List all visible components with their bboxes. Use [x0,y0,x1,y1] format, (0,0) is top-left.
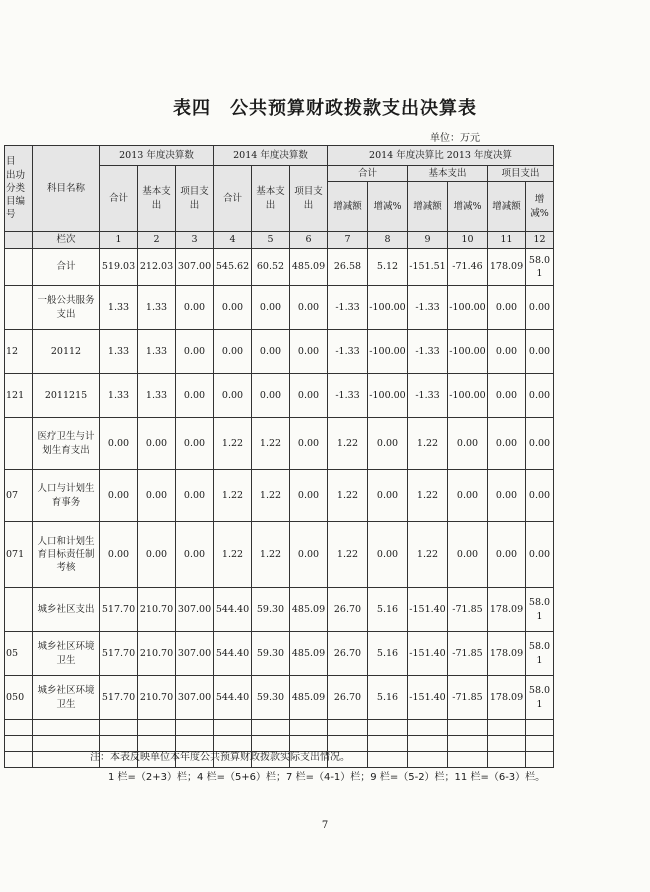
subject-name-cell: 合计 [33,249,100,286]
value-cell: 519.03 [100,249,138,286]
value-cell: -71.46 [448,249,488,286]
value-cell: 1.22 [408,522,448,588]
column-number: 2 [138,232,176,249]
value-cell: 178.09 [488,249,526,286]
value-cell: 485.09 [290,632,328,676]
subject-name-cell: 20112 [33,330,100,374]
header-2014-total: 合计 [214,166,252,232]
header-2014: 2014 年度决算数 [214,146,328,166]
header-inc-pct: 增减% [448,182,488,232]
value-cell: -151.40 [408,676,448,720]
code-cell: 050 [5,676,33,720]
value-cell: -1.33 [408,286,448,330]
value-cell: 1.22 [408,470,448,522]
value-cell: 0.00 [100,470,138,522]
column-number: 8 [368,232,408,249]
header-cmp-total: 合计 [328,166,408,182]
value-cell: 0.00 [488,470,526,522]
value-cell: 0.00 [290,470,328,522]
value-cell: 1.33 [100,330,138,374]
empty-row [5,720,554,736]
value-cell: 26.58 [328,249,368,286]
column-number: 10 [448,232,488,249]
value-cell: 212.03 [138,249,176,286]
value-cell: 1.22 [214,522,252,588]
value-cell: 307.00 [176,249,214,286]
value-cell: 1.22 [214,418,252,470]
value-cell: 0.00 [138,522,176,588]
value-cell: 0.00 [290,418,328,470]
value-cell: -100.00 [448,374,488,418]
value-cell: 1.33 [100,374,138,418]
empty-cell [100,720,138,736]
value-cell: -100.00 [368,330,408,374]
value-cell: -100.00 [368,286,408,330]
header-inc-pct: 增减% [526,182,554,232]
value-cell: 307.00 [176,676,214,720]
value-cell: 0.00 [100,522,138,588]
value-cell: 517.70 [100,632,138,676]
code-cell [5,588,33,632]
value-cell: 0.00 [526,522,554,588]
column-number: 7 [328,232,368,249]
value-cell: -1.33 [408,374,448,418]
value-cell: 0.00 [526,286,554,330]
table-row [5,522,554,588]
value-cell: 26.70 [328,588,368,632]
value-cell: 178.09 [488,676,526,720]
subject-name-cell: 人口和计划生育目标责任制考核 [33,522,100,588]
table-row [5,286,554,330]
column-number: 4 [214,232,252,249]
empty-cell [5,720,33,736]
value-cell: -71.85 [448,632,488,676]
value-cell: 0.00 [488,374,526,418]
value-cell: 0.00 [214,330,252,374]
subject-name-cell: 一般公共服务支出 [33,286,100,330]
table-row [5,330,554,374]
value-cell: 0.00 [488,330,526,374]
header-inc-amt: 增减额 [488,182,526,232]
value-cell: 544.40 [214,676,252,720]
subject-name-cell: 医疗卫生与计划生育支出 [33,418,100,470]
value-cell: 1.22 [214,470,252,522]
value-cell: 58.01 [526,676,554,720]
column-number: 11 [488,232,526,249]
value-cell: 545.62 [214,249,252,286]
value-cell: 0.00 [100,418,138,470]
value-cell: -71.85 [448,676,488,720]
header-2013-project: 项目支出 [176,166,214,232]
value-cell: 60.52 [252,249,290,286]
value-cell: 485.09 [290,249,328,286]
value-cell: 0.00 [252,374,290,418]
empty-cell [328,720,368,736]
empty-cell [176,720,214,736]
value-cell: -151.51 [408,249,448,286]
code-cell [5,249,33,286]
code-cell: 071 [5,522,33,588]
value-cell: 1.22 [328,418,368,470]
value-cell: -100.00 [448,330,488,374]
value-cell: -1.33 [328,330,368,374]
budget-table [4,145,554,768]
value-cell: 485.09 [290,676,328,720]
code-cell: 05 [5,632,33,676]
empty-cell [214,720,252,736]
value-cell: 59.30 [252,632,290,676]
header-compare: 2014 年度决算比 2013 年度决算 [328,146,554,166]
value-cell: 1.22 [328,522,368,588]
empty-cell [408,720,448,736]
column-number: 12 [526,232,554,249]
value-cell: 0.00 [290,522,328,588]
value-cell: 178.09 [488,632,526,676]
empty-cell [33,720,100,736]
value-cell: 0.00 [368,470,408,522]
value-cell: 544.40 [214,588,252,632]
code-cell [5,232,33,249]
column-number: 5 [252,232,290,249]
header-2013: 2013 年度决算数 [100,146,214,166]
value-cell: 0.00 [290,330,328,374]
value-cell: 26.70 [328,632,368,676]
value-cell: 5.12 [368,249,408,286]
value-cell: 0.00 [176,330,214,374]
code-cell: 121 [5,374,33,418]
header-2014-basic: 基本支出 [252,166,290,232]
value-cell: 0.00 [214,286,252,330]
value-cell: 0.00 [138,470,176,522]
subject-name-cell: 城乡社区环境卫生 [33,632,100,676]
empty-cell [5,736,33,752]
table-row [5,470,554,522]
header-code: 目 出功 分类 目编 号 [5,146,33,232]
table-row [5,632,554,676]
value-cell: 26.70 [328,676,368,720]
header-inc-amt: 增减额 [408,182,448,232]
value-cell: 0.00 [290,374,328,418]
value-cell: 517.70 [100,676,138,720]
value-cell: 210.70 [138,588,176,632]
value-cell: 58.01 [526,588,554,632]
column-number: 6 [290,232,328,249]
value-cell: 58.01 [526,632,554,676]
header-2014-project: 项目支出 [290,166,328,232]
value-cell: 0.00 [176,418,214,470]
value-cell: 1.33 [138,374,176,418]
notes [90,748,545,788]
value-cell: 1.22 [252,418,290,470]
empty-cell [526,720,554,736]
value-cell: 0.00 [448,418,488,470]
header-inc-amt: 增减额 [328,182,368,232]
value-cell: 544.40 [214,632,252,676]
table-row [5,249,554,286]
value-cell: 0.00 [368,522,408,588]
value-cell: 485.09 [290,588,328,632]
empty-cell [290,720,328,736]
unit-label: 单位：万元 [430,133,480,144]
value-cell: 0.00 [526,374,554,418]
value-cell: -71.85 [448,588,488,632]
header-2013-total: 合计 [100,166,138,232]
header-inc-pct: 增减% [368,182,408,232]
value-cell: 1.33 [100,286,138,330]
value-cell: 1.33 [138,286,176,330]
value-cell: 0.00 [176,374,214,418]
value-cell: 1.22 [328,470,368,522]
value-cell: -100.00 [368,374,408,418]
value-cell: -151.40 [408,588,448,632]
value-cell: 0.00 [252,330,290,374]
empty-cell [368,720,408,736]
value-cell: 0.00 [368,418,408,470]
value-cell: 0.00 [526,330,554,374]
value-cell: 59.30 [252,676,290,720]
value-cell: 178.09 [488,588,526,632]
lanci-label: 栏次 [33,232,100,249]
value-cell: 517.70 [100,588,138,632]
value-cell: 0.00 [488,418,526,470]
value-cell: 5.16 [368,588,408,632]
subject-name-cell: 城乡社区环境卫生 [33,676,100,720]
value-cell: 210.70 [138,676,176,720]
value-cell: 59.30 [252,588,290,632]
value-cell: 5.16 [368,676,408,720]
note-line-1: 注：本表反映单位本年度公共预算财政拨款实际支出情况。 [90,752,350,763]
table-row [5,374,554,418]
value-cell: 307.00 [176,588,214,632]
value-cell: 307.00 [176,632,214,676]
value-cell: 1.22 [252,522,290,588]
value-cell: -1.33 [328,374,368,418]
table-row [5,676,554,720]
value-cell: 0.00 [252,286,290,330]
subject-name-cell: 城乡社区支出 [33,588,100,632]
value-cell: -151.40 [408,632,448,676]
column-number: 1 [100,232,138,249]
value-cell: 0.00 [290,286,328,330]
code-cell: 07 [5,470,33,522]
header-cmp-basic: 基本支出 [408,166,488,182]
subject-name-cell: 2011215 [33,374,100,418]
note-line-2: 1 栏=（2+3）栏；4 栏=（5+6）栏；7 栏=（4-1）栏；9 栏=（5-2）栏；11 栏=（6-3）栏。 [108,772,546,783]
value-cell: 0.00 [448,522,488,588]
column-number: 9 [408,232,448,249]
code-cell: 12 [5,330,33,374]
value-cell: 0.00 [176,286,214,330]
page-title: 表四 公共预算财政拨款支出决算表 [173,98,477,119]
value-cell: 0.00 [214,374,252,418]
empty-cell [5,752,33,768]
value-cell: -1.33 [408,330,448,374]
header-cmp-project: 项目支出 [488,166,554,182]
header-name: 科目名称 [33,146,100,232]
empty-cell [488,720,526,736]
value-cell: 0.00 [176,470,214,522]
table-row [5,588,554,632]
code-cell [5,286,33,330]
value-cell: 0.00 [176,522,214,588]
page-number: 7 [321,820,329,831]
value-cell: 1.33 [138,330,176,374]
header-2013-basic: 基本支出 [138,166,176,232]
value-cell: 210.70 [138,632,176,676]
value-cell: 0.00 [488,286,526,330]
value-cell: 0.00 [526,470,554,522]
code-cell [5,418,33,470]
empty-cell [448,720,488,736]
value-cell: -1.33 [328,286,368,330]
column-number: 3 [176,232,214,249]
empty-cell [138,720,176,736]
subject-name-cell: 人口与计划生育事务 [33,470,100,522]
value-cell: 5.16 [368,632,408,676]
value-cell: 0.00 [488,522,526,588]
value-cell: 1.22 [252,470,290,522]
value-cell: 0.00 [448,470,488,522]
table-row [5,418,554,470]
empty-cell [252,720,290,736]
value-cell: 1.22 [408,418,448,470]
value-cell: 0.00 [138,418,176,470]
value-cell: 0.00 [526,418,554,470]
value-cell: 58.01 [526,249,554,286]
value-cell: -100.00 [448,286,488,330]
